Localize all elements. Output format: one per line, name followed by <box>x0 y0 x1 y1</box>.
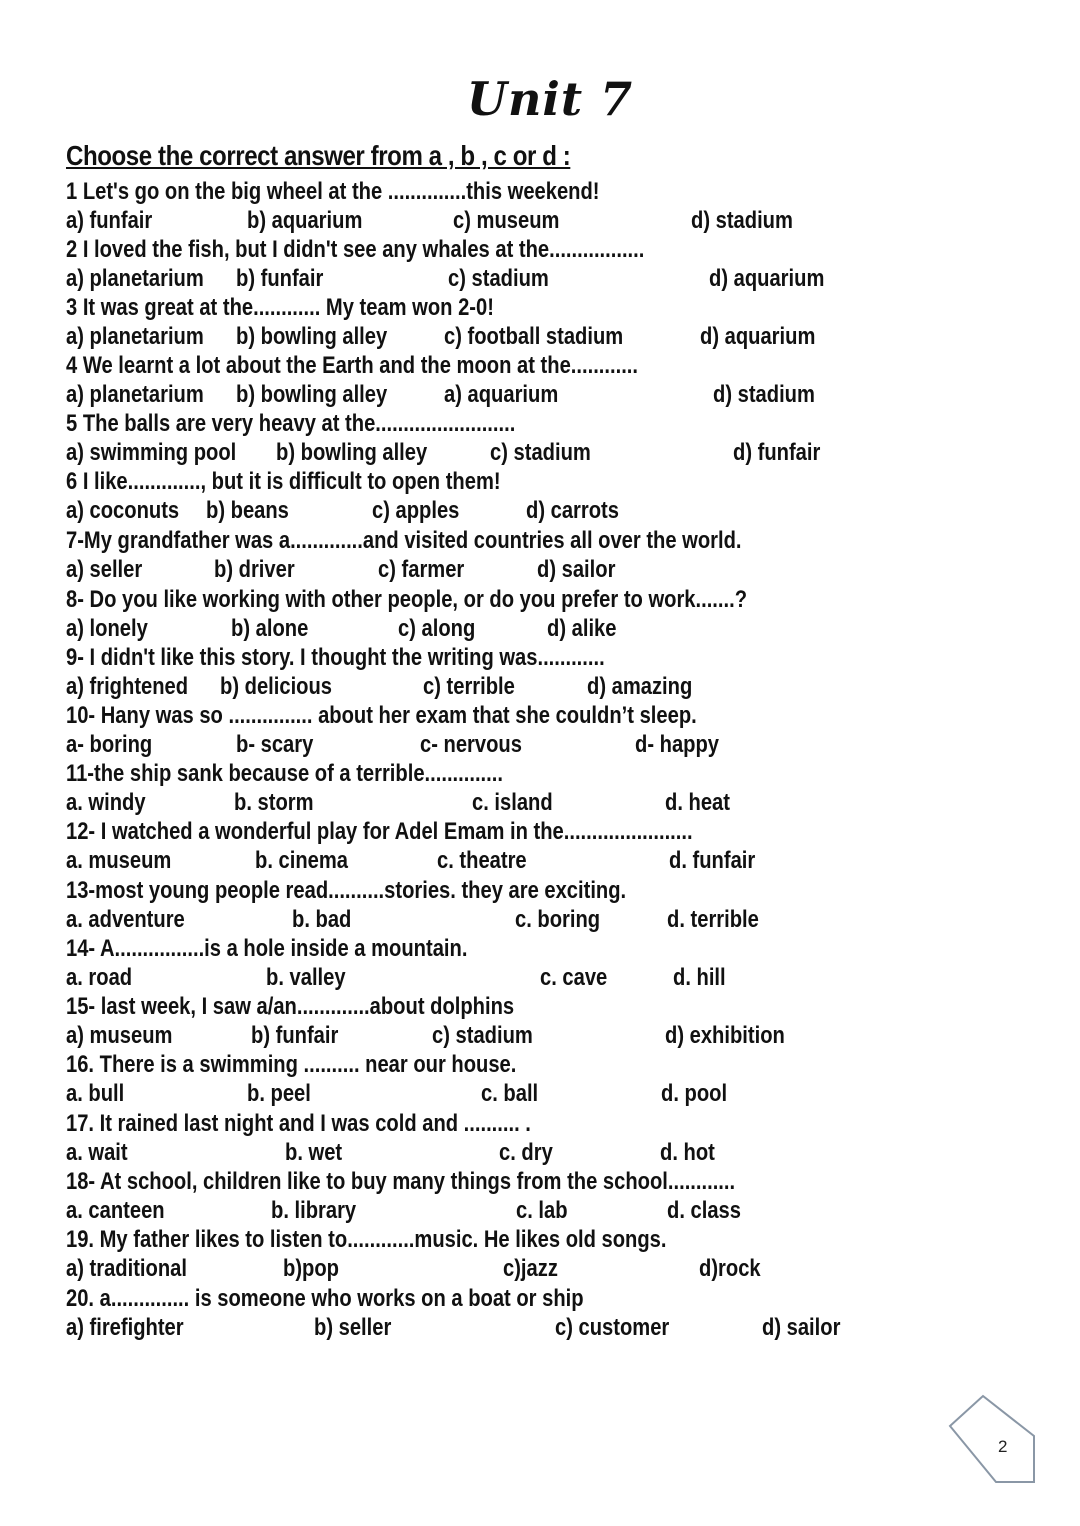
option-d: d. class <box>667 1197 741 1224</box>
option-d: d. hill <box>673 964 726 991</box>
option-c: c. dry <box>499 1139 553 1166</box>
option-d: d) funfair <box>733 439 821 466</box>
option-a: a- boring <box>66 731 153 758</box>
question-2 <box>66 235 825 293</box>
option-a: a) funfair <box>66 207 153 234</box>
option-b: b) bowling alley <box>236 381 388 408</box>
page-title: Unit 7 <box>466 72 634 126</box>
question-text: 3 It was great at the............ My team won 2-0! <box>66 294 494 321</box>
option-a: a. canteen <box>66 1197 165 1224</box>
options-row <box>66 496 619 525</box>
option-a: a. museum <box>66 847 172 874</box>
options-row <box>66 1254 781 1283</box>
option-d: d) sailor <box>537 556 616 583</box>
option-d: d. funfair <box>669 847 756 874</box>
options-row <box>66 846 812 875</box>
option-d: d- happy <box>635 731 719 758</box>
option-a: a) swimming pool <box>66 439 237 466</box>
question-9 <box>66 643 707 701</box>
question-12 <box>66 817 812 875</box>
question-text: 6 I like............., but it is difficult to open them! <box>66 468 501 495</box>
instruction-heading: Choose the correct answer from a , b , c or d : <box>66 140 571 171</box>
question-text: 18- At school, children like to buy many things from the school............ <box>66 1168 736 1195</box>
option-a: a. road <box>66 964 133 991</box>
option-a: a) firefighter <box>66 1314 184 1341</box>
option-d: d. heat <box>665 789 730 816</box>
options-row <box>66 380 815 409</box>
option-d: d) aquarium <box>700 323 816 350</box>
options-row <box>66 1313 841 1342</box>
option-a: a) planetarium <box>66 265 204 292</box>
option-a: a) museum <box>66 1022 173 1049</box>
option-d: d) aquarium <box>709 265 825 292</box>
question-text: 20. a.............. is someone who works on a boat or ship <box>66 1285 584 1312</box>
question-text: 8- Do you like working with other people, or do you prefer to work.......? <box>66 586 748 613</box>
question-3 <box>66 293 816 351</box>
option-c: c. island <box>472 789 553 816</box>
option-b: b. peel <box>247 1080 311 1107</box>
question-14 <box>66 934 726 992</box>
option-b: b) funfair <box>236 265 324 292</box>
options-row <box>66 788 730 817</box>
question-text: 17. It rained last night and I was cold and .......... . <box>66 1110 531 1137</box>
option-d: d) amazing <box>587 673 693 700</box>
option-c: a) aquarium <box>444 381 559 408</box>
option-c: c) customer <box>555 1314 670 1341</box>
page-number-badge-icon <box>946 1394 1038 1488</box>
option-d: d)rock <box>699 1255 761 1282</box>
options-row <box>66 322 816 351</box>
question-13 <box>66 876 759 934</box>
option-a: a) coconuts <box>66 497 180 524</box>
option-d: d) alike <box>547 615 617 642</box>
options-row <box>66 1138 715 1167</box>
options-row <box>66 438 821 467</box>
question-text: 16. There is a swimming .......... near our house. <box>66 1051 517 1078</box>
question-text: 10- Hany was so ............... about her exam that she couldn’t sleep. <box>66 702 697 729</box>
question-text: 1 Let's go on the big wheel at the ..............this weekend! <box>66 178 600 205</box>
option-c: c. lab <box>516 1197 568 1224</box>
option-b: b. storm <box>234 789 314 816</box>
question-1 <box>66 177 793 235</box>
option-b: b. wet <box>285 1139 343 1166</box>
question-text: 11-the ship sank because of a terrible.............. <box>66 760 503 787</box>
option-c: c) football stadium <box>444 323 624 350</box>
options-row <box>66 264 825 293</box>
option-a: a. wait <box>66 1139 128 1166</box>
option-b: b) aquarium <box>247 207 363 234</box>
option-c: c) stadium <box>448 265 549 292</box>
question-4 <box>66 351 815 409</box>
option-c: c) along <box>398 615 476 642</box>
options-row <box>66 730 817 759</box>
options-row <box>66 905 759 934</box>
option-c: c. cave <box>540 964 608 991</box>
option-d: d) exhibition <box>665 1022 785 1049</box>
option-b: b) driver <box>214 556 295 583</box>
option-a: a) planetarium <box>66 381 204 408</box>
question-text: 12- I watched a wonderful play for Adel Emam in the....................... <box>66 818 693 845</box>
option-c: c) terrible <box>423 673 515 700</box>
option-d: d) carrots <box>526 497 619 524</box>
option-a: a. windy <box>66 789 146 816</box>
option-c: c- nervous <box>420 731 522 758</box>
option-c: c. ball <box>481 1080 539 1107</box>
option-b: b) beans <box>206 497 289 524</box>
option-d: d. hot <box>660 1139 715 1166</box>
option-c: c) stadium <box>490 439 591 466</box>
option-c: c) stadium <box>432 1022 533 1049</box>
question-text: 15- last week, I saw a/an.............about dolphins <box>66 993 515 1020</box>
option-c: c. boring <box>515 906 601 933</box>
question-text: 13-most young people read..........stories. they are exciting. <box>66 877 627 904</box>
option-a: a) traditional <box>66 1255 187 1282</box>
option-b: b) alone <box>231 615 309 642</box>
option-c: c) museum <box>453 207 560 234</box>
option-c: c)jazz <box>503 1255 558 1282</box>
question-7 <box>66 526 870 584</box>
question-19 <box>66 1225 781 1283</box>
option-a: a. bull <box>66 1080 125 1107</box>
option-a: a) lonely <box>66 615 148 642</box>
question-text: 19. My father likes to listen to............music. He likes old songs. <box>66 1226 667 1253</box>
option-b: b) seller <box>314 1314 392 1341</box>
option-b: b) funfair <box>251 1022 339 1049</box>
option-a: a) frightened <box>66 673 189 700</box>
option-d: d) stadium <box>691 207 793 234</box>
options-row <box>66 1196 863 1225</box>
question-18 <box>66 1167 863 1225</box>
option-b: b) bowling alley <box>276 439 428 466</box>
option-c: c. theatre <box>437 847 527 874</box>
options-row <box>66 614 877 643</box>
options-row <box>66 206 793 235</box>
option-b: b- scary <box>236 731 314 758</box>
option-d: d. terrible <box>667 906 759 933</box>
question-text: 5 The balls are very heavy at the......................... <box>66 410 516 437</box>
option-a: a) planetarium <box>66 323 204 350</box>
question-5 <box>66 409 821 467</box>
option-b: b) delicious <box>220 673 333 700</box>
question-text: 14- A................is a hole inside a mountain. <box>66 935 468 962</box>
option-a: a) seller <box>66 556 143 583</box>
options-row <box>66 1021 785 1050</box>
option-b: b. cinema <box>255 847 349 874</box>
options-row <box>66 963 726 992</box>
option-b: b. valley <box>266 964 346 991</box>
option-d: d) stadium <box>713 381 815 408</box>
option-c: c) farmer <box>378 556 465 583</box>
question-11 <box>66 759 730 817</box>
question-text: 9- I didn't like this story. I thought the writing was............ <box>66 644 605 671</box>
page-number: 2 <box>998 1437 1008 1456</box>
option-b: b) bowling alley <box>236 323 388 350</box>
question-text: 2 I loved the fish, but I didn't see any whales at the................. <box>66 236 645 263</box>
question-17 <box>66 1109 715 1167</box>
question-text: 4 We learnt a lot about the Earth and the moon at the............ <box>66 352 639 379</box>
option-b: b)pop <box>283 1255 339 1282</box>
question-16 <box>66 1050 728 1108</box>
option-c: c) apples <box>372 497 460 524</box>
option-a: a. adventure <box>66 906 185 933</box>
options-row <box>66 555 870 584</box>
option-d: d) sailor <box>762 1314 841 1341</box>
options-row <box>66 672 707 701</box>
question-20 <box>66 1284 841 1342</box>
option-b: b. bad <box>292 906 352 933</box>
options-row <box>66 1079 728 1108</box>
question-8 <box>66 585 877 643</box>
question-6 <box>66 467 619 525</box>
question-15 <box>66 992 785 1050</box>
option-d: d. pool <box>661 1080 728 1107</box>
question-10 <box>66 701 817 759</box>
option-b: b. library <box>271 1197 357 1224</box>
question-text: 7-My grandfather was a.............and visited countries all over the world. <box>66 527 742 554</box>
